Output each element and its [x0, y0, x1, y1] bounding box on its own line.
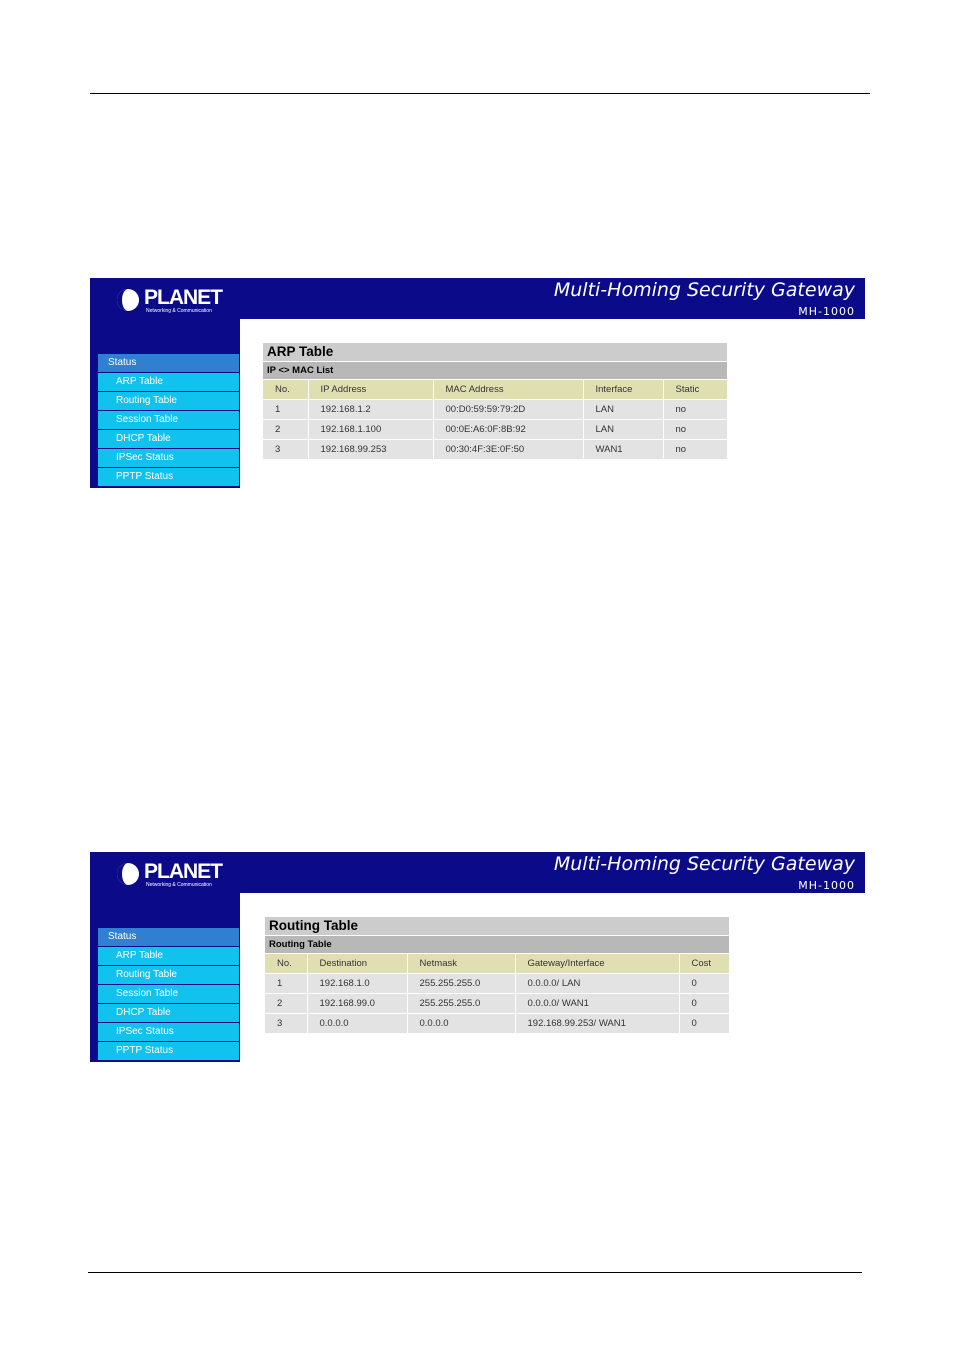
table-cell: LAN — [583, 400, 663, 420]
menu-item-ipsec-status[interactable]: IPSec Status — [98, 449, 239, 468]
table-cell: 0 — [679, 1014, 729, 1034]
table-header-row — [265, 954, 729, 974]
table-row — [263, 440, 727, 460]
arp-table-panel — [263, 343, 727, 460]
menu-item-arp-table[interactable]: ARP Table — [98, 373, 239, 392]
table-row — [265, 974, 729, 994]
table-cell: 1 — [263, 400, 308, 420]
menu-item-pptp-status[interactable]: PPTP Status — [98, 468, 239, 487]
menu-item-pptp-status[interactable]: PPTP Status — [98, 1042, 239, 1061]
column-header: Interface — [583, 380, 663, 400]
table-cell: 00:0E:A6:0F:8B:92 — [433, 420, 583, 440]
column-header: Cost — [679, 954, 729, 974]
brand-name: PLANET — [144, 860, 222, 883]
table-row — [263, 420, 727, 440]
table-cell: 192.168.99.253 — [308, 440, 433, 460]
planet-globe-icon — [116, 288, 140, 312]
menu-item-routing-table[interactable]: Routing Table — [98, 966, 239, 985]
menu-item-dhcp-table[interactable]: DHCP Table — [98, 430, 239, 449]
menu-item-arp-table[interactable]: ARP Table — [98, 947, 239, 966]
table-cell: 192.168.99.253/ WAN1 — [515, 1014, 679, 1034]
model-label: MH-1000 — [798, 879, 855, 892]
menu-item-routing-table[interactable]: Routing Table — [98, 392, 239, 411]
menu-item-ipsec-status[interactable]: IPSec Status — [98, 1023, 239, 1042]
table-row — [265, 994, 729, 1014]
column-header: MAC Address — [433, 380, 583, 400]
table-cell: 0.0.0.0 — [307, 1014, 407, 1034]
menu-header-status[interactable]: Status — [98, 354, 239, 373]
routing-table — [265, 954, 730, 1034]
arp-table — [263, 380, 728, 460]
table-cell: no — [663, 440, 727, 460]
table-cell: 192.168.1.2 — [308, 400, 433, 420]
table-cell: 255.255.255.0 — [407, 974, 515, 994]
table-header-row — [263, 380, 727, 400]
table-cell: no — [663, 420, 727, 440]
menu-item-session-table[interactable]: Session Table — [98, 985, 239, 1004]
panel-title: ARP Table — [263, 343, 727, 362]
panel-title: Routing Table — [265, 917, 729, 936]
menu-item-dhcp-table[interactable]: DHCP Table — [98, 1004, 239, 1023]
table-cell: WAN1 — [583, 440, 663, 460]
brand-tagline: Networking & Communication — [146, 308, 212, 314]
table-cell: no — [663, 400, 727, 420]
product-title: Multi-Homing Security Gateway — [553, 853, 855, 875]
table-cell: 0.0.0.0/ WAN1 — [515, 994, 679, 1014]
table-cell: 192.168.1.0 — [307, 974, 407, 994]
table-cell: 0 — [679, 974, 729, 994]
table-row — [265, 1014, 729, 1034]
status-menu — [98, 354, 239, 487]
top-banner — [90, 278, 865, 319]
table-cell: 3 — [263, 440, 308, 460]
footer-rule — [88, 1272, 862, 1273]
column-header: No. — [263, 380, 308, 400]
routing-table-panel — [265, 917, 729, 1034]
panel-subtitle: IP <> MAC List — [263, 362, 727, 380]
menu-item-session-table[interactable]: Session Table — [98, 411, 239, 430]
table-cell: 192.168.1.100 — [308, 420, 433, 440]
table-cell: 0.0.0.0 — [407, 1014, 515, 1034]
planet-logo — [116, 286, 226, 314]
table-cell: 1 — [265, 974, 307, 994]
column-header: No. — [265, 954, 307, 974]
table-cell: 2 — [263, 420, 308, 440]
brand-tagline: Networking & Communication — [146, 882, 212, 888]
table-cell: LAN — [583, 420, 663, 440]
table-cell: 0 — [679, 994, 729, 1014]
table-cell: 192.168.99.0 — [307, 994, 407, 1014]
table-cell: 2 — [265, 994, 307, 1014]
arp-table-screenshot — [90, 278, 865, 488]
column-header: Gateway/Interface — [515, 954, 679, 974]
column-header: Destination — [307, 954, 407, 974]
column-header: IP Address — [308, 380, 433, 400]
table-cell: 3 — [265, 1014, 307, 1034]
table-cell: 0.0.0.0/ LAN — [515, 974, 679, 994]
table-cell: 00:30:4F:3E:0F:50 — [433, 440, 583, 460]
planet-logo — [116, 860, 226, 888]
table-cell: 00:D0:59:59:79:2D — [433, 400, 583, 420]
top-banner — [90, 852, 865, 893]
planet-globe-icon — [116, 862, 140, 886]
column-header: Netmask — [407, 954, 515, 974]
product-title: Multi-Homing Security Gateway — [553, 279, 855, 301]
brand-name: PLANET — [144, 286, 222, 309]
column-header: Static — [663, 380, 727, 400]
table-row — [263, 400, 727, 420]
table-cell: 255.255.255.0 — [407, 994, 515, 1014]
status-menu — [98, 928, 239, 1061]
menu-header-status[interactable]: Status — [98, 928, 239, 947]
model-label: MH-1000 — [798, 305, 855, 318]
header-rule — [90, 93, 870, 94]
routing-table-screenshot — [90, 852, 865, 1062]
panel-subtitle: Routing Table — [265, 936, 729, 954]
